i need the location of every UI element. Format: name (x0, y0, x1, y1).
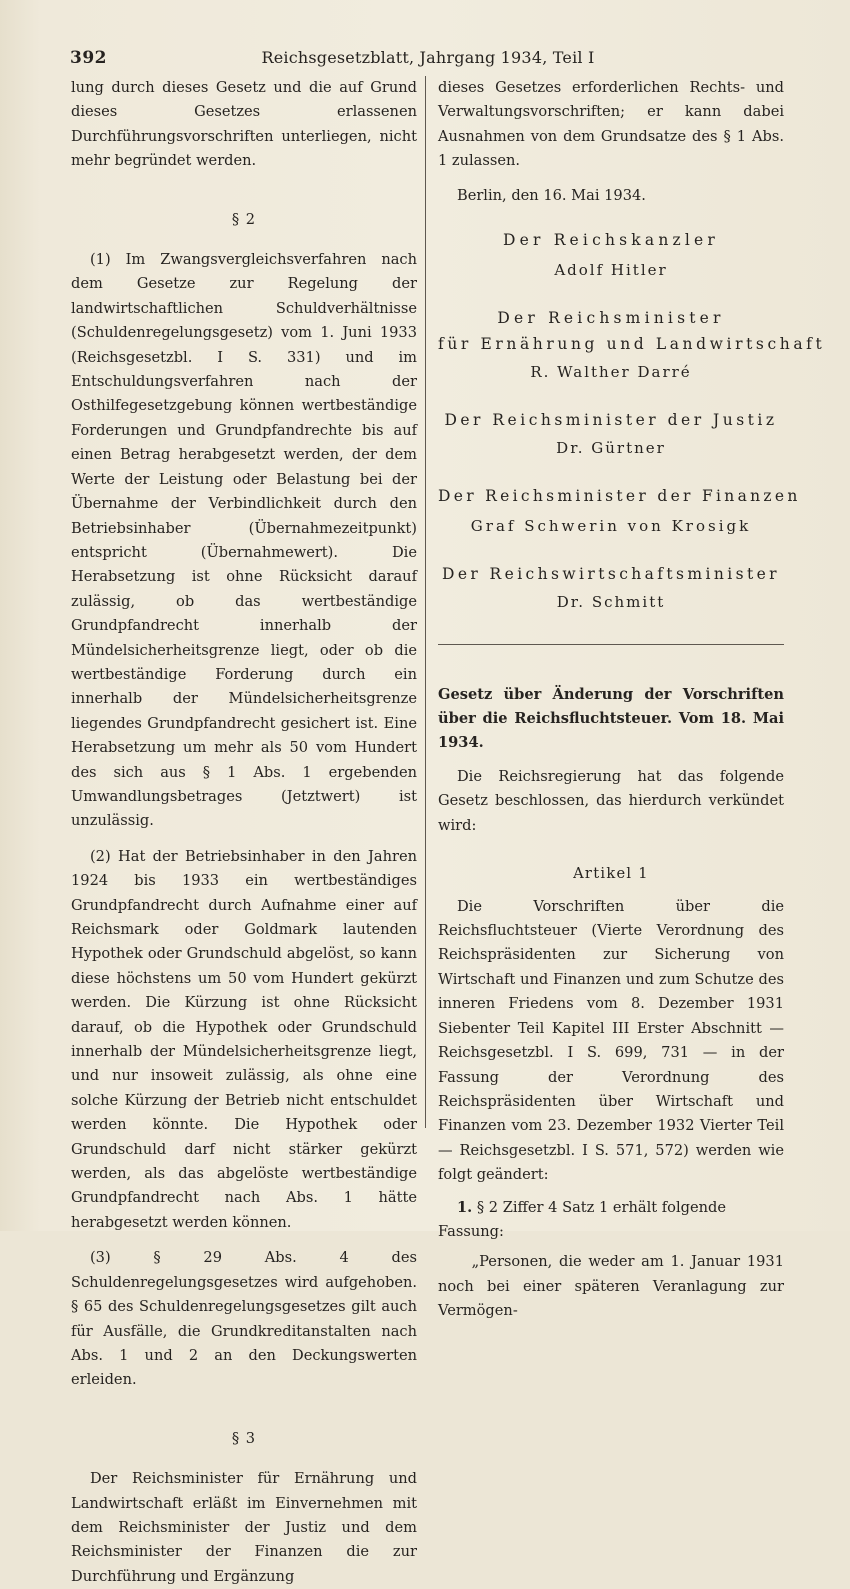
section-2-paragraph-3: (3) § 29 Abs. 4 des Schuldenregelungsgesetzes wird aufgehoben. § 65 des Schuldenregelungsgesetzes gilt auch für Ausfälle, die Grundkreditanstalten nach Abs. 1 und 2 an den Deckungswerten erleiden. (71, 1249, 417, 1389)
amendment-item-1 (438, 1196, 784, 1245)
law-title: Gesetz über Änderung der Vorschriften über die Reichsfluchtsteuer. Vom 18. Mai 1934. (438, 686, 784, 752)
item-number: 1. (456, 1198, 473, 1216)
article-1-text: Die Vorschriften über die Reichsfluchtsteuer (Vierte Verordnung des Reichspräsidenten zur Sicherung von Wirtschaft und Finanzen und zum Schutze des inneren Friedens vom 8. Dezember 1931 Siebenter Teil Kapitel III Erster Abschnitt — Reichsgesetzbl. I S. 699, 731 — in der Fassung der Verordnung des Reichspräsidenten über Wirtschaft und Finanzen vom 23. Dezember 1932 Vierter Teil — Reichsgesetzbl. I S. 571, 572) werden wie folgt geändert: (438, 897, 784, 1184)
right-column (438, 76, 826, 1324)
signature-name: Graf Schwerin von Krosigk (470, 517, 752, 536)
signature-office: Der Reichsminister der Finanzen (438, 487, 801, 506)
section-3-heading: § 3 (231, 1429, 257, 1447)
running-title: Reichsgesetzblatt, Jahrgang 1934, Teil I (261, 48, 595, 67)
signature-office: Der Reichsminister (497, 309, 725, 328)
place-date: Berlin, den 16. Mai 1934. (456, 186, 646, 204)
section-2-paragraph-1: (1) Im Zwangsvergleichsverfahren nach dem Gesetze zur Regelung der landwirtschaftlichen Schuldverhältnisse (Schuldenregelungsgesetz) vom 1. Juni 1933 (Reichsgesetzbl. I S. 331) und im Entschuldungsverfahren nach der Osthilfegesetzgebung können wertbeständige Forderungen und Grundpfandrechte bis auf einen Betrag herabgesetzt werden, der dem Werte der Leistung oder Belastung bei der Übernahme der Verbindlichkeit durch den Betriebsinhaber (Übernahmezeitpunkt) entspricht (Übernahmewert). Die Herabsetzung ist ohne Rücksicht darauf zulässig, ob das wertbeständige Grundpfandrecht innerhalb der Mündelsicherheitsgrenze liegt, oder ob die wertbeständige Forderung durch ein innerhalb der Mündelsicherheitsgrenze liegendes Grundpfandrecht gesichert ist. Eine Herabsetzung um mehr als 50 vom Hundert des sich aus § 1 Abs. 1 ergebenden Umwandlungsbetrages (Jetztwert) ist unzulässig. (71, 251, 417, 830)
section-2-paragraph-2: (2) Hat der Betriebsinhaber in den Jahren 1924 bis 1933 ein wertbeständiges Grundpfandrecht durch Aufnahme einer auf Reichsmark oder Goldmark lautenden Hypothek oder Grundschuld abgelöst, so kann diese höchstens um 50 vom Hundert gekürzt werden. Die Kürzung ist ohne Rücksicht darauf, ob die Hypothek oder Grundschuld innerhalb der Mündelsicherheitsgrenze liegt, und nur insoweit zulässig, als ohne eine solche Kürzung der Betrieb nicht entschuldet werden könnte. Die Hypothek oder Grundschuld darf nicht stärker gekürzt werden, als das abgelöste wertbeständige Grundpfandrecht nach Abs. 1 hätte herabgesetzt werden können. (71, 847, 417, 1231)
law-preamble: Die Reichsregierung hat das folgende Gesetz beschlossen, das hierdurch verkündet wird: (438, 768, 784, 834)
page-header (70, 48, 786, 72)
signature-office: Der Reichsminister der Justiz (444, 411, 778, 430)
column-divider (425, 76, 426, 1128)
section-divider (438, 644, 784, 645)
item-text: § 2 Ziffer 4 Satz 1 erhält folgende Fassung: (438, 1198, 726, 1240)
signature-name: R. Walther Darré (530, 363, 692, 382)
signature-name: Dr. Schmitt (556, 593, 666, 612)
signature-name: Dr. Gürtner (556, 439, 666, 458)
continuation-text: lung durch dieses Gesetz und die auf Grund dieses Gesetzes erlassenen Durchführungsvorschriften unterliegen, nicht mehr begründet werden. (71, 79, 417, 170)
page-number: 392 (70, 48, 107, 68)
signature-office-line2: für Ernährung und Landwirtschaft (438, 335, 826, 354)
article-1-heading: Artikel 1 (573, 865, 649, 883)
signature-office: Der Reichskanzler (502, 231, 720, 250)
continuation-text-right: dieses Gesetzes erforderlichen Rechts- und Verwaltungsvorschriften; er kann dabei Ausnahmen von dem Grundsatze des § 1 Abs. 1 zulassen. (438, 79, 784, 170)
quoted-text: „Personen, die weder am 1. Januar 1931 noch bei einer späteren Veranlagung zur Vermögen- (438, 1253, 784, 1320)
left-column (71, 76, 417, 1589)
signature-block (438, 228, 826, 614)
signature-name: Adolf Hitler (554, 261, 668, 280)
section-3-text: Der Reichsminister für Ernährung und Landwirtschaft erläßt im Einvernehmen mit dem Reichsminister der Justiz und dem Reichsminister der Finanzen die zur Durchführung und Ergänzung (71, 1470, 417, 1585)
section-2-heading: § 2 (231, 210, 257, 228)
signature-office: Der Reichswirtschaftsminister (442, 565, 780, 584)
